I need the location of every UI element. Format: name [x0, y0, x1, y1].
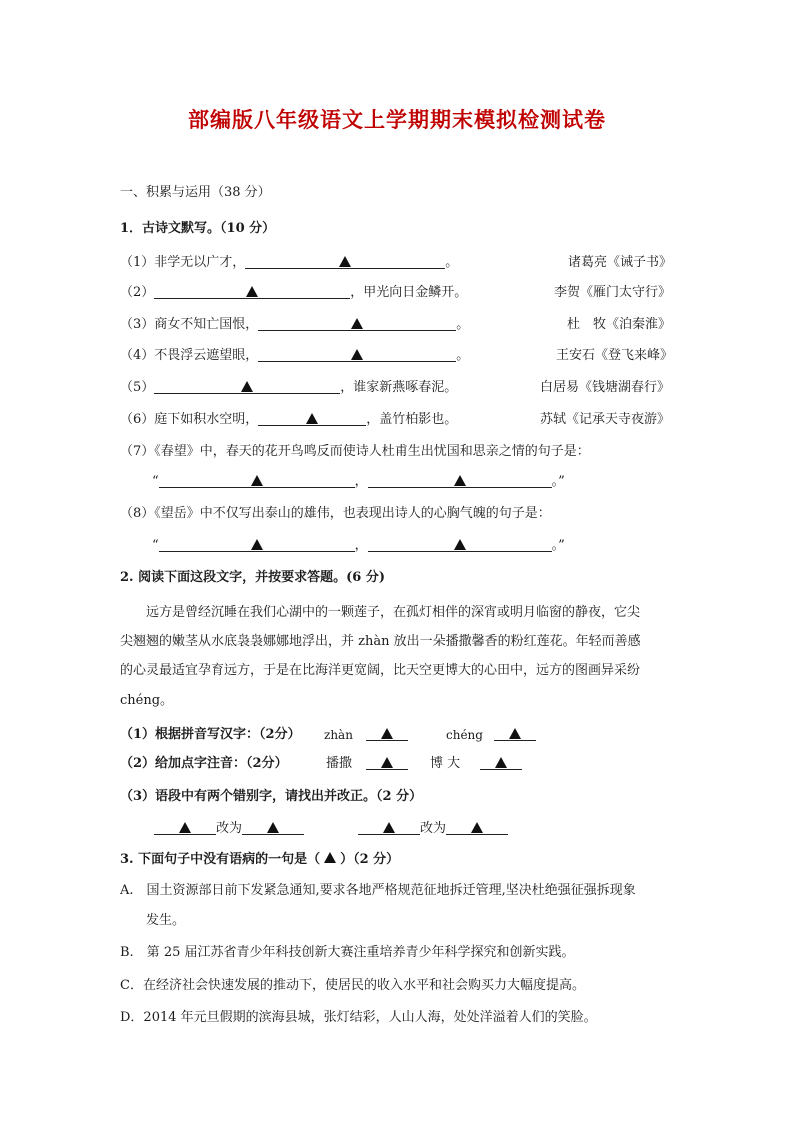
answer-blank[interactable] [368, 537, 552, 552]
poem-item-1: （1）非学无以广才， 。 [120, 255, 459, 270]
poem-item-8-blanks: “ ， 。” [152, 538, 565, 553]
poem-item-8: （8）《望岳》中不仅写出泰山的雄伟，也表现出诗人的心胸气魄的句子是： [120, 506, 551, 521]
triangle-icon [267, 822, 279, 833]
poem-source-6: 苏轼《记承天寺夜游》 [540, 412, 671, 427]
poem-item-7-blanks: “ ， 。” [152, 474, 565, 489]
passage-line-3: 的心灵最适宜孕育远方，于是在比海洋更宽阔，比天空更博大的心田中，远方的图画异采纷 [120, 663, 641, 678]
triangle-icon [251, 475, 263, 486]
poem-item-3: （3）商女不知亡国恨， 。 [120, 317, 470, 332]
passage-line-4: chéng。 [120, 693, 174, 708]
answer-blank[interactable] [159, 473, 355, 488]
answer-blank[interactable] [368, 473, 552, 488]
passage-line-2: 尖翘翘的嫩茎从水底袅袅娜娜地浮出，并 zhàn 放出一朵播撒馨香的粉红莲花。年轻而善感 [120, 634, 641, 649]
poem-item-6: （6）庭下如积水空明， ，盖竹柏影也。 [120, 412, 458, 427]
pinyin-2: chéng [446, 728, 483, 742]
section-heading: 一、积累与运用（38 分） [120, 185, 271, 200]
triangle-icon [351, 349, 363, 360]
sub-question-1: （1）根据拼音写汉字：（2分） [120, 727, 301, 742]
poem-item-2: （2） ，甲光向日金鳞开。 [120, 285, 468, 300]
poem-source-1: 诸葛亮《诫子书》 [568, 255, 673, 270]
triangle-icon [324, 852, 336, 863]
answer-blank[interactable] [358, 820, 420, 835]
triangle-icon [306, 413, 318, 424]
triangle-icon [454, 539, 466, 550]
answer-blank[interactable] [258, 347, 456, 362]
triangle-icon [454, 475, 466, 486]
triangle-icon [381, 728, 393, 739]
triangle-icon [471, 822, 483, 833]
poem-item-4: （4）不畏浮云遮望眼， 。 [120, 348, 470, 363]
answer-blank[interactable] [242, 820, 304, 835]
answer-blank[interactable] [258, 411, 366, 426]
correction-1: 改为 [154, 820, 304, 838]
option-b[interactable]: B. 第 25 届江苏省青少年科技创新大赛注重培养青少年科学探究和创新实践。 [120, 945, 575, 960]
option-a-line-2: 发生。 [146, 913, 186, 928]
pinyin-1: zhàn [324, 728, 353, 742]
answer-blank[interactable] [154, 820, 216, 835]
poem-source-3: 杜 牧《泊秦淮》 [567, 317, 672, 332]
answer-blank[interactable] [245, 254, 445, 269]
dotted-word-1: 播撒 [326, 756, 353, 771]
answer-blank-bosa[interactable] [366, 755, 408, 773]
answer-blank[interactable] [154, 379, 340, 394]
poem-source-2: 李贺《雁门太守行》 [554, 285, 672, 300]
answer-blank-boda[interactable] [480, 755, 522, 773]
question-3-heading: 3. 下面句子中没有语病的一句是（ ）（2 分） [120, 852, 400, 867]
page-title: 部编版八年级语文上学期期末模拟检测试卷 [188, 108, 606, 132]
triangle-icon [495, 757, 507, 768]
triangle-icon [351, 318, 363, 329]
sub-question-3: （3）语段中有两个错别字，请找出并改正。（2 分） [120, 789, 423, 804]
option-d[interactable]: D．2014 年元旦假期的滨海县城，张灯结彩，人山人海，处处洋溢着人们的笑脸。 [120, 1010, 597, 1025]
triangle-icon [509, 728, 521, 739]
passage-line-1: 远方是曾经沉睡在我们心湖中的一颗莲子，在孤灯相伴的深宵或明月临窗的静夜，它尖 [146, 605, 641, 620]
option-a-line-1[interactable]: A. 国土资源部日前下发紧急通知,要求各地严格规范征地拆迁管理,坚决杜绝强征强拆现象 [120, 883, 636, 898]
answer-blank[interactable] [446, 820, 508, 835]
answer-blank-zhan[interactable] [366, 726, 408, 744]
triangle-icon [246, 286, 258, 297]
answer-blank[interactable] [258, 316, 456, 331]
answer-blank[interactable] [159, 537, 355, 552]
correction-2: 改为 [358, 820, 508, 838]
dotted-word-2: 博 大 [430, 756, 461, 771]
triangle-icon [241, 381, 253, 392]
poem-source-5: 白居易《钱塘湖春行》 [540, 380, 671, 395]
poem-item-7: （7）《春望》中，春天的花开鸟鸣反而使诗人杜甫生出忧国和思亲之情的句子是： [120, 444, 590, 459]
answer-blank-cheng[interactable] [494, 726, 536, 744]
triangle-icon [339, 256, 351, 267]
poem-source-4: 王安石《登飞来峰》 [556, 348, 674, 363]
triangle-icon [383, 822, 395, 833]
question-1-heading: 1．古诗文默写。（10 分） [120, 221, 276, 236]
poem-item-5: （5） ，谁家新燕啄春泥。 [120, 380, 458, 395]
triangle-icon [381, 757, 393, 768]
option-c[interactable]: C．在经济社会快速发展的推动下，使居民的收入水平和社会购买力大幅度提高。 [120, 978, 585, 993]
question-2-heading: 2. 阅读下面这段文字，并按要求答题。(6 分) [120, 570, 385, 585]
triangle-icon [179, 822, 191, 833]
triangle-icon [251, 539, 263, 550]
sub-question-2: （2）给加点字注音：（2分） [120, 756, 288, 771]
answer-blank[interactable] [154, 284, 350, 299]
